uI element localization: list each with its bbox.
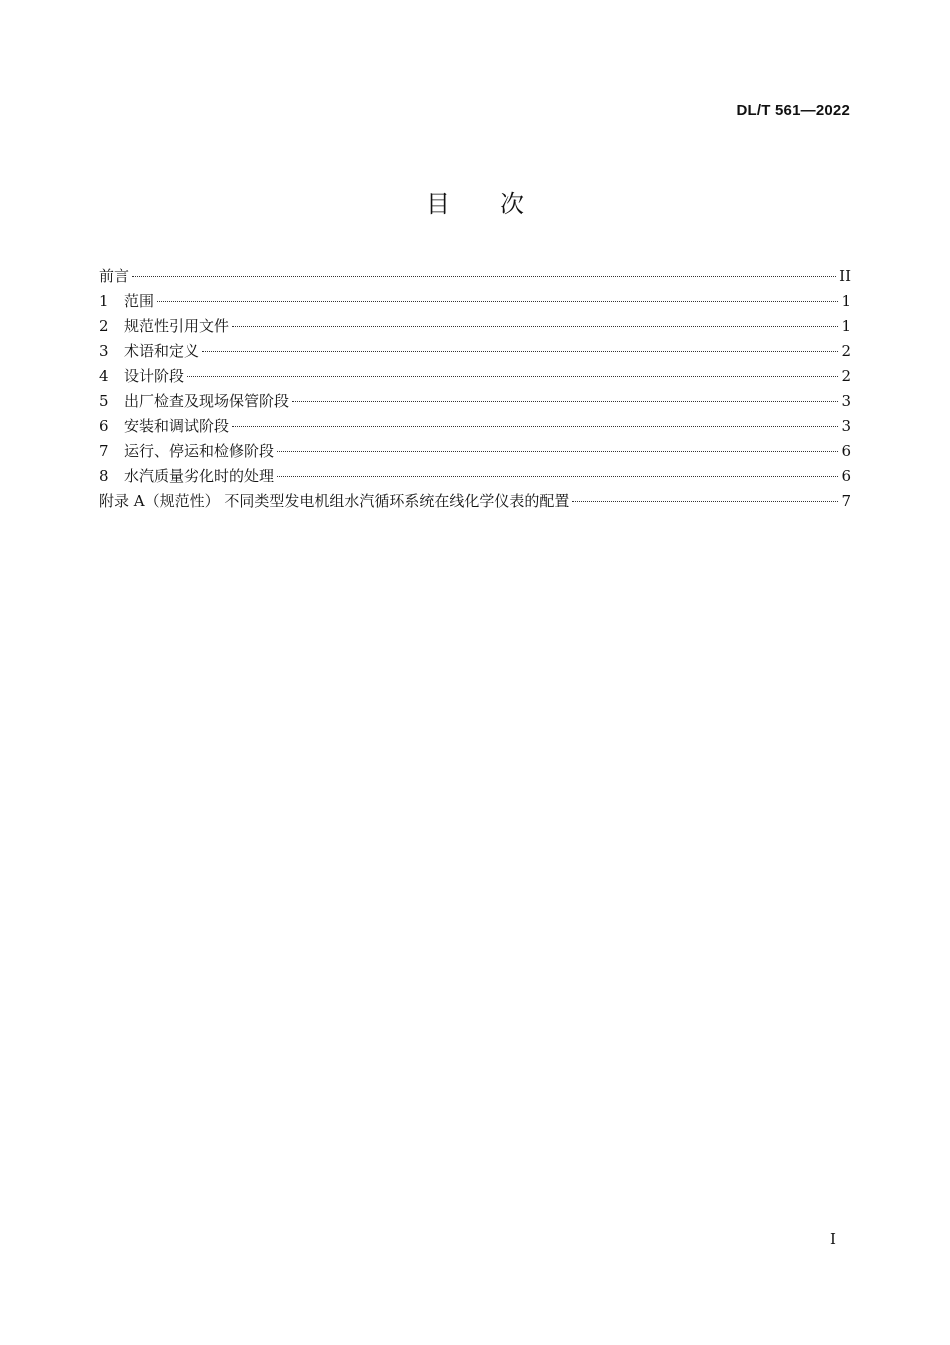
toc-entry-number: 5 [99,392,109,410]
toc-entry-appendix-a[interactable] [99,489,851,514]
toc-entry-1[interactable] [99,289,851,314]
toc-entry-label: 水汽质量劣化时的处理 [124,467,275,485]
toc-entry-label: 规范性引用文件 [124,317,230,335]
toc-leader-dots [132,276,836,277]
standard-code: DL/T 561—2022 [736,102,850,119]
toc-entry-page: 1 [841,292,851,310]
toc-leader-dots [232,426,838,427]
toc-leader-dots [187,376,838,377]
toc-entry-page: 7 [841,492,851,510]
toc-entry-label: 前言 [99,267,130,285]
toc-entry-foreword[interactable] [99,264,851,289]
toc-entry-7[interactable] [99,439,851,464]
toc-entry-label: 设计阶段 [124,367,185,385]
toc-entry-number: 7 [99,442,109,460]
toc-entry-3[interactable] [99,339,851,364]
toc-entry-8[interactable] [99,464,851,489]
toc-entry-number: 1 [99,292,109,310]
toc-entry-page: II [839,267,851,285]
toc-entry-label: 术语和定义 [124,342,200,360]
toc-entry-page: 2 [841,342,851,360]
toc-leader-dots [277,451,838,452]
toc-entry-label: 安装和调试阶段 [124,417,230,435]
toc-entry-number: 4 [99,367,109,385]
page-number: I [830,1230,836,1248]
toc-entry-number: 8 [99,467,109,485]
toc-leader-dots [572,501,838,502]
toc-entry-number: 3 [99,342,109,360]
toc-leader-dots [232,326,838,327]
toc-leader-dots [277,476,838,477]
toc-entry-page: 6 [841,442,851,460]
toc-leader-dots [292,401,838,402]
toc-entry-label: 范围 [124,292,155,310]
toc-leader-dots [202,351,838,352]
toc-entry-2[interactable] [99,314,851,339]
toc-entry-page: 2 [841,367,851,385]
toc-entry-number: 6 [99,417,109,435]
toc-title: 目次 [426,190,574,218]
toc-entry-page: 3 [841,417,851,435]
toc-entry-label: 附录 A（规范性） 不同类型发电机组水汽循环系统在线化学仪表的配置 [99,492,570,510]
toc-entry-5[interactable] [99,389,851,414]
toc-entry-page: 3 [841,392,851,410]
toc-entry-label: 出厂检查及现场保管阶段 [124,392,290,410]
toc-entry-label: 运行、停运和检修阶段 [124,442,275,460]
toc-entry-page: 6 [841,467,851,485]
toc-entry-6[interactable] [99,414,851,439]
toc-entry-page: 1 [841,317,851,335]
toc-leader-dots [157,301,838,302]
toc-list [99,264,851,514]
toc-entry-number: 2 [99,317,109,335]
toc-entry-4[interactable] [99,364,851,389]
